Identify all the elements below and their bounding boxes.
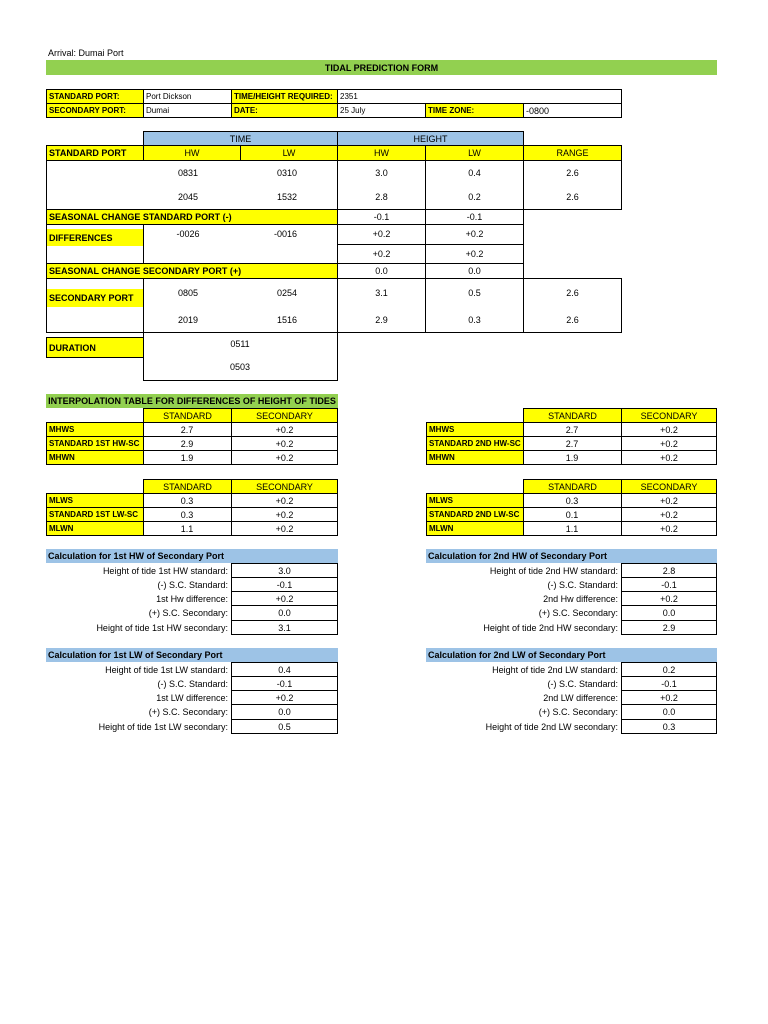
interp-lw-right-row-1-std: 0.3: [565, 495, 579, 506]
interp-hw-left-secondary: SECONDARY: [231, 408, 338, 423]
interp-hw-left-row-3-sec: +0.2: [275, 452, 294, 463]
time-header: TIME: [143, 131, 338, 146]
interp-hw-right-row-3-sec: +0.2: [660, 452, 678, 463]
sec-hw-2: 2019: [177, 315, 199, 325]
interp-hw-right-row-2-std: 2.7: [565, 438, 579, 449]
interp-hw-right-row-1-label: MHWS: [427, 423, 523, 436]
std-lw-1: 0310: [276, 168, 297, 178]
standard-port-row-label: STANDARD PORT: [46, 145, 144, 161]
calc-hw2-row-3-label: 2nd Hw difference:: [543, 593, 618, 604]
duration-2: 0503: [229, 362, 251, 372]
time-zone-label: TIME ZONE:: [426, 104, 523, 117]
form-title: TIDAL PREDICTION FORM: [46, 60, 717, 75]
calc-lw2-row-3-value: +0.2: [660, 692, 678, 703]
calc-lw1-row-5-value: 0.5: [278, 721, 291, 732]
calc-hw1-row-2-label: (-) S.C. Standard:: [157, 579, 228, 590]
std-hlw-1: 0.4: [468, 168, 481, 178]
interp-lw-left-row-2-label: STANDARD 1ST LW-SC: [47, 508, 143, 521]
standard-port-label: STANDARD PORT:: [47, 90, 143, 103]
std-lw-2: 1532: [276, 192, 297, 202]
differences-label: DIFFERENCES: [47, 229, 143, 246]
interp-lw-right-row-2-sec: +0.2: [660, 509, 678, 520]
interp-lw-left-row-3-sec: +0.2: [275, 523, 294, 534]
interp-hw-left-row-3-std: 1.9: [180, 452, 194, 463]
calc-lw2-row-2-label: (-) S.C. Standard:: [547, 678, 618, 689]
height-header: HEIGHT: [337, 131, 524, 146]
std-range-1: 2.6: [566, 168, 579, 178]
calc-lw1-row-4-label: (+) S.C. Secondary:: [148, 706, 228, 717]
sc-standard-hw: -0.1: [337, 209, 426, 225]
sc-secondary-label: SEASONAL CHANGE SECONDARY PORT (+): [46, 263, 338, 279]
time-zone-value: -0800: [526, 105, 550, 116]
interp-hw-right-row-1-sec: +0.2: [660, 424, 678, 435]
interp-lw-right-row-3-std: 1.1: [565, 523, 579, 534]
calc-hw1-row-3-label: 1st Hw difference:: [156, 593, 228, 604]
interp-hw-left-row-1-sec: +0.2: [275, 424, 294, 435]
interp-lw-left-row-1-sec: +0.2: [275, 495, 294, 506]
interp-hw-right-row-1-std: 2.7: [565, 424, 579, 435]
calc-hw2-row-2-label: (-) S.C. Standard:: [547, 579, 618, 590]
sc-standard-lw: -0.1: [425, 209, 524, 225]
interp-lw-left-standard: STANDARD: [143, 479, 232, 494]
calc-hw1-row-5-value: 3.1: [278, 622, 291, 633]
interp-hw-left-row-1-std: 2.7: [180, 424, 194, 435]
arrival-label: Arrival: Dumai Port: [48, 48, 124, 58]
interp-hw-left-row-2-label: STANDARD 1ST HW-SC: [47, 437, 143, 450]
interp-lw-right-row-1-label: MLWS: [427, 494, 523, 507]
calc-hw2-row-5-label: Height of tide 2nd HW secondary:: [483, 622, 618, 633]
time-height-value: 2351: [340, 92, 358, 101]
interp-hw-left-row-2-std: 2.9: [180, 438, 194, 449]
lw-header: LW: [240, 145, 338, 161]
duration-1: 0511: [230, 339, 250, 349]
interp-title: INTERPOLATION TABLE FOR DIFFERENCES OF HEIGHT OF TIDES: [46, 394, 338, 408]
interp-hw-right-secondary: SECONDARY: [621, 408, 717, 423]
sec-lw-1: 0254: [276, 288, 297, 298]
calc-hw1-row-4-label: (+) S.C. Secondary:: [148, 607, 228, 618]
calc-hw2-row-2-value: -0.1: [661, 579, 677, 590]
interp-lw-right-row-3-sec: +0.2: [660, 523, 678, 534]
interp-lw-left-secondary: SECONDARY: [231, 479, 338, 494]
sc-secondary-lw: 0.0: [425, 263, 524, 279]
standard-port-value: Port Dickson: [146, 92, 192, 101]
diff-height-lw-1: +0.2: [465, 229, 484, 239]
diff-height-lw-2: +0.2: [465, 249, 484, 259]
calc-lw1-row-3-value: +0.2: [275, 692, 294, 703]
interp-lw-left-row-1-std: 0.3: [180, 495, 194, 506]
interp-hw-left-standard: STANDARD: [143, 408, 232, 423]
calc-hw2-row-4-value: 0.0: [662, 607, 676, 618]
secondary-port-value: Dumai: [146, 106, 170, 115]
calc-lw1-title: Calculation for 1st LW of Secondary Port: [46, 648, 338, 662]
sec-hlw-2: 0.3: [468, 315, 481, 325]
sec-range-2: 2.6: [566, 315, 579, 325]
calc-lw2-row-3-label: 2nd LW difference:: [543, 692, 618, 703]
calc-hw2-row-3-value: +0.2: [660, 593, 678, 604]
calc-hw2-row-4-label: (+) S.C. Secondary:: [538, 607, 618, 618]
calc-lw1-row-2-value: -0.1: [276, 678, 293, 689]
diff-time-lw: -0016: [273, 229, 297, 239]
sec-hhw-1: 3.1: [375, 288, 388, 298]
calc-lw1-row-2-label: (-) S.C. Standard:: [157, 678, 228, 689]
range-header: RANGE: [523, 145, 622, 161]
interp-hw-right-row-2-label: STANDARD 2ND HW-SC: [427, 437, 523, 450]
hw-header: HW: [143, 145, 241, 161]
std-hw-2: 2045: [177, 192, 199, 202]
calc-lw1-row-4-value: 0.0: [278, 706, 291, 717]
interp-lw-right-secondary: SECONDARY: [621, 479, 717, 494]
interp-hw-right-row-3-label: MHWN: [427, 451, 523, 464]
calc-lw1-row-3-label: 1st LW difference:: [156, 692, 228, 703]
calc-lw2-row-5-label: Height of tide 2nd LW secondary:: [485, 721, 618, 732]
std-hhw-1: 3.0: [375, 168, 388, 178]
date-value: 25 July: [340, 106, 366, 115]
calc-hw1-row-2-value: -0.1: [276, 579, 293, 590]
sc-standard-label: SEASONAL CHANGE STANDARD PORT (-): [46, 209, 338, 225]
calc-hw1-row-3-value: +0.2: [275, 593, 294, 604]
calc-lw1-row-5-label: Height of tide 1st LW secondary:: [98, 721, 228, 732]
calc-hw1-row-1-label: Height of tide 1st HW standard:: [102, 565, 228, 576]
interp-hw-left-row-3-label: MHWN: [47, 451, 143, 464]
calc-hw1-row-4-value: 0.0: [278, 607, 291, 618]
secondary-port-label: SECONDARY PORT:: [47, 104, 143, 117]
sec-hw-1: 0805: [177, 288, 199, 298]
calc-lw2-row-4-label: (+) S.C. Secondary:: [538, 706, 618, 717]
std-range-2: 2.6: [566, 192, 579, 202]
calc-lw1-row-1-label: Height of tide 1st LW standard:: [105, 664, 228, 675]
std-hhw-2: 2.8: [375, 192, 388, 202]
sec-lw-2: 1516: [276, 315, 297, 325]
interp-lw-left-row-1-label: MLWS: [47, 494, 143, 507]
calc-hw2-row-1-label: Height of tide 2nd HW standard:: [489, 565, 618, 576]
interp-hw-right-row-3-std: 1.9: [565, 452, 579, 463]
height-hw-header: HW: [337, 145, 426, 161]
interp-lw-right-row-3-label: MLWN: [427, 522, 523, 535]
diff-height-hw-2: +0.2: [372, 249, 391, 259]
sec-hlw-1: 0.5: [468, 288, 481, 298]
calc-lw2-row-2-value: -0.1: [661, 678, 677, 689]
interp-lw-left-row-2-std: 0.3: [180, 509, 194, 520]
date-label: DATE:: [232, 104, 337, 117]
std-hlw-2: 0.2: [468, 192, 481, 202]
interp-lw-right-row-1-sec: +0.2: [660, 495, 678, 506]
calc-hw2-row-1-value: 2.8: [662, 565, 676, 576]
interp-hw-left-row-1-label: MHWS: [47, 423, 143, 436]
sec-range-1: 2.6: [566, 288, 579, 298]
calc-lw2-row-1-value: 0.2: [662, 664, 676, 675]
calc-hw2-row-5-value: 2.9: [662, 622, 676, 633]
calc-hw1-row-5-label: Height of tide 1st HW secondary:: [96, 622, 228, 633]
secondary-port-row-label: SECONDARY PORT: [47, 289, 143, 307]
interp-lw-left-row-3-label: MLWN: [47, 522, 143, 535]
calc-lw2-row-5-value: 0.3: [662, 721, 676, 732]
interp-lw-right-row-2-std: 0.1: [565, 509, 579, 520]
interp-lw-right-standard: STANDARD: [523, 479, 622, 494]
interp-hw-right-standard: STANDARD: [523, 408, 622, 423]
calc-lw1-row-1-value: 0.4: [278, 664, 291, 675]
calc-lw2-row-1-label: Height of tide 2nd LW standard:: [492, 664, 618, 675]
height-lw-header: LW: [425, 145, 524, 161]
calc-hw2-title: Calculation for 2nd HW of Secondary Port: [426, 549, 717, 563]
interp-lw-right-row-2-label: STANDARD 2ND LW-SC: [427, 508, 523, 521]
interp-lw-left-row-2-sec: +0.2: [275, 509, 294, 520]
duration-label: DURATION: [46, 337, 144, 358]
std-hw-1: 0831: [177, 168, 199, 178]
interp-lw-left-row-3-std: 1.1: [180, 523, 194, 534]
calc-hw1-title: Calculation for 1st HW of Secondary Port: [46, 549, 338, 563]
interp-hw-right-row-2-sec: +0.2: [660, 438, 678, 449]
diff-height-hw-1: +0.2: [372, 229, 391, 239]
diff-time-hw: -0026: [176, 229, 200, 239]
calc-lw2-title: Calculation for 2nd LW of Secondary Port: [426, 648, 717, 662]
sec-hhw-2: 2.9: [375, 315, 388, 325]
interp-hw-left-row-2-sec: +0.2: [275, 438, 294, 449]
time-height-label: TIME/HEIGHT REQUIRED:: [232, 90, 337, 103]
calc-lw2-row-4-value: 0.0: [662, 706, 676, 717]
sc-secondary-hw: 0.0: [337, 263, 426, 279]
calc-hw1-row-1-value: 3.0: [278, 565, 291, 576]
